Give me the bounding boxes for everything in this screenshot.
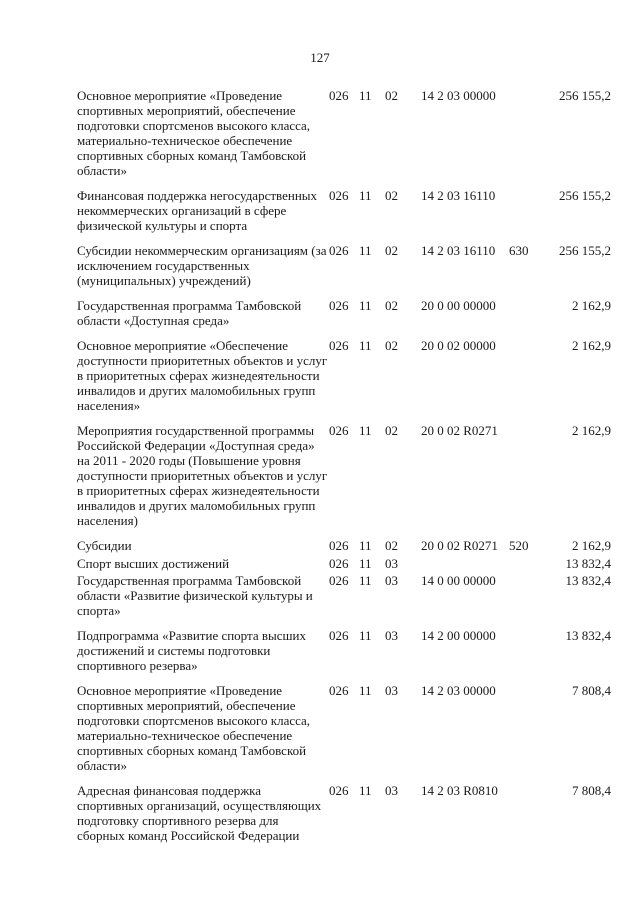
row-grbs: 026: [329, 298, 349, 313]
row-subsection: 02: [385, 538, 398, 553]
row-subsection: 02: [385, 188, 398, 203]
row-sum: 13 832,4: [565, 628, 611, 643]
row-sum: 7 808,4: [572, 683, 611, 698]
row-expense-type: [509, 188, 545, 243]
table-row: [77, 298, 611, 338]
row-subsection: 02: [385, 88, 398, 103]
row-grbs: 026: [329, 556, 349, 571]
row-target-article: 14 2 03 16110: [421, 243, 496, 258]
row-target-article: 20 0 02 R0271: [421, 423, 498, 438]
row-name: Спорт высших достижений: [77, 556, 230, 571]
row-expense-type: 630: [509, 243, 529, 258]
row-subsection: 03: [385, 783, 398, 798]
row-target-article: 14 2 03 16110: [421, 188, 496, 203]
row-section: 11: [359, 538, 372, 553]
row-sum: 256 155,2: [559, 88, 611, 103]
row-section: 11: [359, 188, 372, 203]
row-expense-type: 520: [509, 538, 529, 553]
table-row: [77, 683, 611, 783]
row-grbs: 026: [329, 683, 349, 698]
page-number: 127: [310, 50, 330, 65]
row-name: Адресная финансовая поддержка спортивных организаций, осуществляющих подготовку спортивного резерва для сборных команд Российской Федерации: [77, 783, 322, 843]
row-section: 11: [359, 298, 372, 313]
row-section: 11: [359, 783, 372, 798]
table-row: [77, 338, 611, 423]
row-section: 11: [359, 338, 372, 353]
row-subsection: 03: [385, 628, 398, 643]
row-expense-type: [509, 88, 545, 188]
row-target-article: 14 0 00 00000: [421, 573, 496, 588]
row-target-article: 20 0 02 00000: [421, 338, 496, 353]
row-grbs: 026: [329, 88, 349, 103]
row-sum: 13 832,4: [565, 556, 611, 571]
table-row: [77, 573, 611, 628]
row-section: 11: [359, 683, 372, 698]
row-name: Основное мероприятие «Проведение спортивных мероприятий, обеспечение подготовки спортсменов высокого класса, материально-техническое обеспечение спортивных сборных команд Тамбовской области»: [77, 88, 311, 178]
row-subsection: 03: [385, 556, 398, 571]
row-sum: 256 155,2: [559, 188, 611, 203]
row-target-article: 14 2 00 00000: [421, 628, 496, 643]
table-row: [77, 88, 611, 188]
row-sum: 256 155,2: [559, 243, 611, 258]
row-name: Основное мероприятие «Обеспечение доступности приоритетных объектов и услуг в приоритетных сферах жизнедеятельности инвалидов и других маломобильных групп населения»: [77, 338, 328, 413]
table-row: [77, 538, 611, 556]
row-sum: 2 162,9: [572, 298, 611, 313]
row-grbs: 026: [329, 338, 349, 353]
row-subsection: 03: [385, 573, 398, 588]
row-section: 11: [359, 88, 372, 103]
row-grbs: 026: [329, 538, 349, 553]
row-section: 11: [359, 243, 372, 258]
row-name: Подпрограмма «Развитие спорта высших достижений и системы подготовки спортивного резерва»: [77, 628, 306, 673]
row-name: Государственная программа Тамбовской области «Развитие физической культуры и спорта»: [77, 573, 313, 618]
row-expense-type: [509, 298, 545, 338]
row-subsection: 02: [385, 338, 398, 353]
row-target-article: 20 0 00 00000: [421, 298, 496, 313]
row-target-article: 20 0 02 R0271: [421, 538, 498, 553]
row-grbs: 026: [329, 188, 349, 203]
row-name: Субсидии: [77, 538, 132, 553]
row-expense-type: [509, 573, 545, 628]
row-expense-type: [509, 338, 545, 423]
row-expense-type: [509, 628, 545, 683]
row-section: 11: [359, 628, 372, 643]
row-sum: 2 162,9: [572, 538, 611, 553]
table-row: [77, 423, 611, 538]
row-sum: 7 808,4: [572, 783, 611, 798]
row-name: Государственная программа Тамбовской области «Доступная среда»: [77, 298, 302, 328]
row-name: Мероприятия государственной программы Российской Федерации «Доступная среда» на 2011 - 2020 годы (Повышение уровня доступности приоритетных объектов и услуг в приоритетных сферах жизнедеятельности инвалидов и других маломобильных групп населения): [77, 423, 328, 528]
row-grbs: 026: [329, 423, 349, 438]
table-row: [77, 188, 611, 243]
row-target-article: [421, 556, 509, 573]
row-name: Основное мероприятие «Проведение спортивных мероприятий, обеспечение подготовки спортсменов высокого класса, материально-техническое обеспечение спортивных сборных команд Тамбовской области»: [77, 683, 311, 773]
row-section: 11: [359, 423, 372, 438]
table-row: [77, 556, 611, 573]
row-subsection: 03: [385, 683, 398, 698]
row-grbs: 026: [329, 573, 349, 588]
row-subsection: 02: [385, 298, 398, 313]
row-sum: 2 162,9: [572, 338, 611, 353]
row-target-article: 14 2 03 00000: [421, 683, 496, 698]
row-expense-type: [509, 683, 545, 783]
budget-table: [77, 88, 611, 843]
row-subsection: 02: [385, 423, 398, 438]
row-sum: 13 832,4: [565, 573, 611, 588]
row-expense-type: [509, 556, 545, 573]
row-name: Финансовая поддержка негосударственных некоммерческих организаций в сфере физической культуры и спорта: [77, 188, 318, 233]
row-sum: 2 162,9: [572, 423, 611, 438]
row-subsection: 02: [385, 243, 398, 258]
row-target-article: 14 2 03 R0810: [421, 783, 498, 798]
row-target-article: 14 2 03 00000: [421, 88, 496, 103]
row-section: 11: [359, 556, 372, 571]
row-grbs: 026: [329, 243, 349, 258]
row-section: 11: [359, 573, 372, 588]
table-row: [77, 628, 611, 683]
row-expense-type: [509, 423, 545, 538]
row-grbs: 026: [329, 783, 349, 798]
row-grbs: 026: [329, 628, 349, 643]
table-row: [77, 243, 611, 298]
row-name: Субсидии некоммерческим организациям (за исключением государственных (муниципальных) учреждений): [77, 243, 327, 288]
table-row: [77, 783, 611, 843]
row-expense-type: [509, 783, 545, 843]
